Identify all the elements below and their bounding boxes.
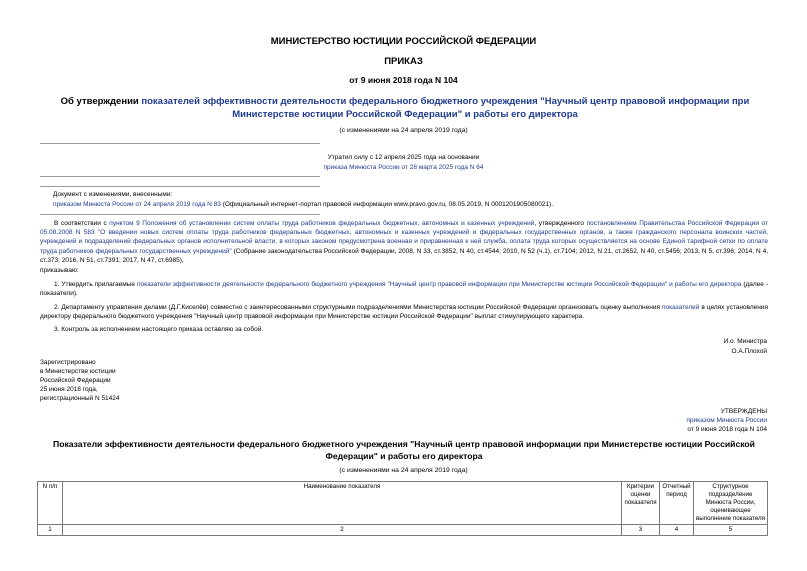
annex-changes-note: (с изменениями на 24 апреля 2019 года) xyxy=(339,467,468,474)
preamble-text-c: (Собрание законодательства Российской Федерации, 2008, N 33, ст.3852, N 40, ст.4544; 2010, N 52 (ч.1), ст.7104; 2012, N 21, ст.2652, N 40, ст.5456; 2013, N 5, ст.396; 2014, N 4, ст.373; 2016, N 51, ст.7391; 2017, N 47, ст.6985), xyxy=(40,247,768,264)
header-cell: Наименование показателя xyxy=(62,482,621,525)
preamble-text-b: , утвержденного xyxy=(534,220,587,227)
preamble-link-2[interactable]: постановлением Правительства Российской Федерации от 05.08.2008 N 583 "О введении новых систем оплаты труда работников федеральных бюджетных, автономных и казенных учреждений и федеральных государственных органов, а также гражданского персонала воинских частей, учреждений и подразделений федеральных органов исполнительной власти, в которых законом предусмотрена военная и приравненная к ней служба, оплата труда которых осуществляется на основе Единой тарифной сетки по оплате труда работников федеральных государственных учреждений" xyxy=(40,220,768,255)
approved-block xyxy=(560,407,767,434)
signer-title: И.о. Министра xyxy=(723,338,767,345)
header-cell: Структурное подразделение Минюста России, оценивающее выполнение показателя xyxy=(694,482,768,525)
signer-name: О.А.Плохой xyxy=(731,348,767,355)
number-cell: 5 xyxy=(694,525,768,536)
divider xyxy=(40,186,320,187)
header-cell: Отчетный период xyxy=(660,482,694,525)
divider xyxy=(40,176,320,177)
registration-line: регистрационный N 51424 xyxy=(40,395,120,402)
item-1-link[interactable]: показатели эффективности деятельности федерального бюджетного учреждения "Научный центр правовой информации при Министерстве юстиции Российской Федерации" и работы его директора xyxy=(136,281,742,288)
item-1-text-a: 1. Утвердить прилагаемые xyxy=(54,281,137,288)
document-date-number: от 9 июня 2018 года N 104 xyxy=(349,75,458,85)
lost-force-line1: Утратил силу с 12 апреля 2025 года на основании xyxy=(327,154,480,161)
header-cell: N п/п xyxy=(38,482,63,525)
approved-link[interactable]: приказом Минюста России xyxy=(686,417,767,424)
item-1-text-b: (далее - показатели). xyxy=(40,281,769,298)
indicators-table xyxy=(37,481,768,536)
changes-source-link[interactable]: приказом Минюста России от 24 апреля 2019 года N 83 xyxy=(53,201,221,208)
item-2-link[interactable]: показателей xyxy=(661,304,700,311)
registration-line: 25 июня 2018 года, xyxy=(40,386,98,393)
divider xyxy=(40,214,320,215)
changes-note: (с изменениями на 24 апреля 2019 года) xyxy=(339,127,468,134)
annex-title: Показатели эффективности деятельности федерального бюджетного учреждения "Научный центр правовой информации при Министерстве юстиции Российской Федерации" и работы его директора xyxy=(53,439,755,461)
item-3: 3. Контроль за исполнением настоящего приказа оставляю за собой. xyxy=(54,326,264,333)
registration-line: Российской Федерации xyxy=(40,377,111,384)
item-2 xyxy=(40,303,768,321)
lost-force-link[interactable]: приказа Минюста России от 28 марта 2025 года N 64 xyxy=(323,164,484,171)
registration-block xyxy=(40,358,120,403)
preamble-link-1[interactable]: пунктом 9 Положения об установлении систем оплаты труда работников федеральных бюджетных, автономных и казенных учреждений xyxy=(109,220,535,227)
number-cell: 1 xyxy=(38,525,63,536)
document-type: ПРИКАЗ xyxy=(384,56,423,67)
approved-line: УТВЕРЖДЕНЫ xyxy=(720,408,767,415)
changes-source-rest: (Официальный интернет-портал правовой информации www.pravo.gov.ru, 08.05.2019, N 0001201905080021). xyxy=(220,201,554,208)
title-prefix: Об утверждении xyxy=(60,96,142,107)
number-cell: 3 xyxy=(622,525,660,536)
preamble-paragraph xyxy=(40,219,768,265)
changes-label: Документ с изменениями, внесенными: xyxy=(53,191,173,198)
preamble-text-a: В соответствии с xyxy=(54,220,110,227)
prikazyvayu: приказываю: xyxy=(40,267,79,274)
registration-line: Зарегистрировано xyxy=(40,359,96,366)
document-title xyxy=(40,95,770,121)
item-2-text-b: в целях установления директору федерального бюджетного учреждения "Научный центр правовой информации при Министерстве юстиции Российской Федерации" выплат стимулирующего характера. xyxy=(40,304,768,321)
divider xyxy=(40,143,320,144)
number-cell: 2 xyxy=(62,525,621,536)
registration-line: в Министерстве юстиции xyxy=(40,368,116,375)
approved-line: от 9 июня 2018 года N 104 xyxy=(687,426,767,433)
title-link[interactable]: показателей эффективности деятельности федерального бюджетного учреждения "Научный центр правовой информации при Министерстве юстиции Российской Федерации" и работы его директора xyxy=(141,96,750,120)
table-row xyxy=(38,525,768,536)
ministry-heading: МИНИСТЕРСТВО ЮСТИЦИИ РОССИЙСКОЙ ФЕДЕРАЦИИ xyxy=(270,36,537,47)
changes-source xyxy=(53,200,768,209)
header-cell: Критерии оценки показателя xyxy=(622,482,660,525)
table-header-row xyxy=(38,482,768,525)
number-cell: 4 xyxy=(660,525,694,536)
item-1 xyxy=(40,280,768,298)
item-2-text-a: 2. Департаменту управления делами (Д.Г.Киселёв) совместно с заинтересованными структурными подразделениями Министерства юстиции Российской Федерации организовать оценку выполнения xyxy=(54,304,662,311)
